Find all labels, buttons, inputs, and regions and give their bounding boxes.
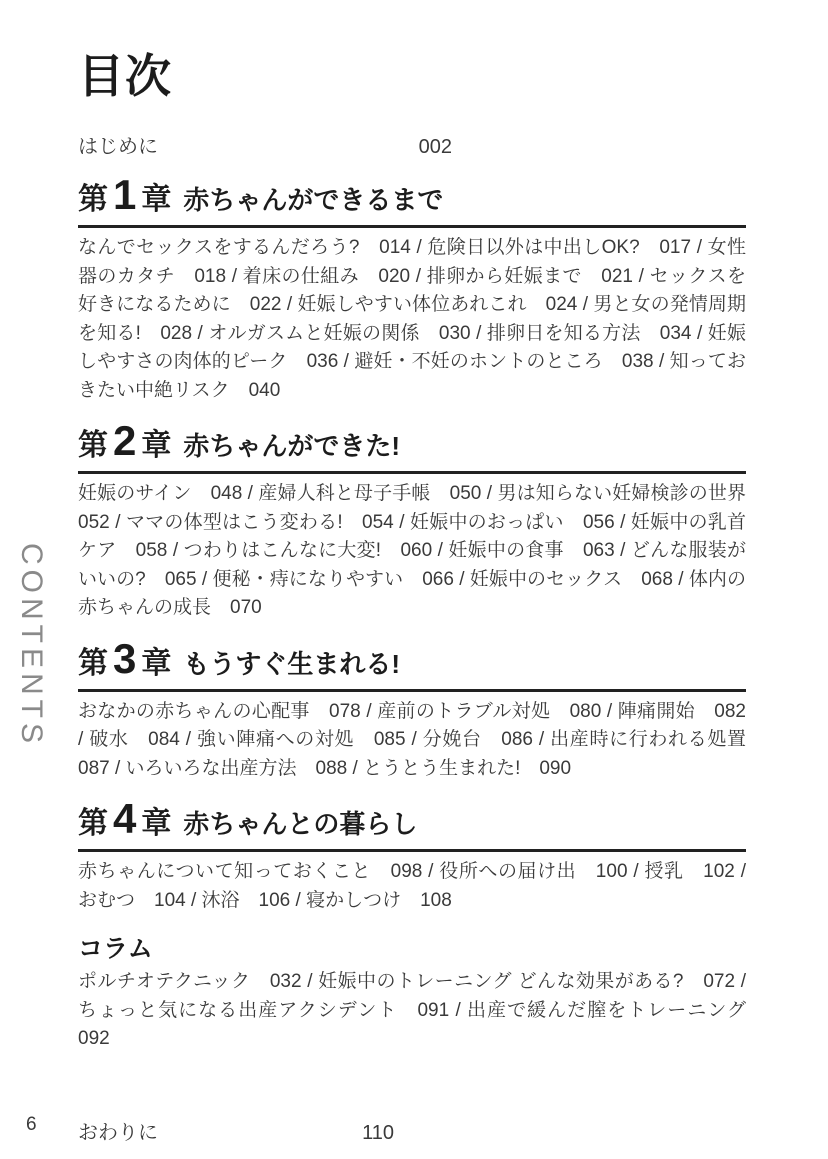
chapter-heading — [78, 171, 746, 228]
front-matter-page-number: 002 — [418, 136, 452, 159]
chapter-entries: 妊娠のサイン 048 / 産婦人科と母子手帳 050 / 男は知らない妊婦検診の世界 052 / ママの体型はこう変わる! 054 / 妊娠中のおっぱい 056 / 妊娠中の乳首ケア 058 / つわりはこんなに大変! 060 / 妊娠中の食事 063 / どんな服装がいいの? 065 / 便秘・痔になりやすい 066 / 妊娠中のセックス 068 / 体内の赤ちゃんの成長 070 — [78, 483, 766, 619]
chapter-heading — [78, 417, 746, 474]
chapters-container — [78, 171, 766, 915]
column-section — [78, 935, 766, 1054]
front-matter-label: はじめに — [78, 136, 158, 159]
column-entries: ポルチオテクニック 032 / 妊娠中のトレーニング どんな効果がある? 072 / ちょっと気になる出産アクシデント 091 / 出産で緩んだ膣をトレーニング 092 — [78, 971, 766, 1050]
chapter-number: 4 — [113, 795, 137, 843]
chapter-entries: 赤ちゃんについて知っておくこと 098 / 役所への届け出 100 / 授乳 102 / おむつ 104 / 沐浴 106 / 寝かしつけ 108 — [78, 861, 746, 911]
folio-page-number: 6 — [26, 1114, 37, 1135]
chapter-suffix: 章 — [141, 183, 172, 217]
chapter-number: 3 — [113, 634, 137, 682]
chapter-suffix: 章 — [141, 646, 172, 680]
chapter-entries: なんでセックスをするんだろう? 014 / 危険日以外は中出しOK? 017 / 女性器のカタチ 018 / 着床の仕組み 020 / 排卵から妊娠まで 021 / セックスを好きになるために 022 / 妊娠しやすい体位あれこれ 024 / 男と女の発情周期を知る! 028 / オルガスムと妊娠の関係 030 / 排卵日を知る方法 034 / 妊娠しやすさの肉体的ピーク 036 / 避妊・不妊のホントのところ 038 / 知っておきたい中絶リスク 040 — [78, 237, 746, 401]
chapter-title: 赤ちゃんができた! — [183, 431, 401, 462]
chapter-heading — [78, 634, 746, 692]
chapter-number: 2 — [113, 417, 137, 465]
chapter-section — [78, 171, 746, 405]
page-title: 目次 — [78, 50, 172, 102]
chapter-title: 赤ちゃんができるまで — [183, 185, 444, 216]
chapter-section — [78, 417, 766, 623]
column-heading: コラム — [78, 935, 153, 964]
back-matter-label: おわりに — [78, 1121, 158, 1144]
chapter-prefix: 第 — [78, 646, 108, 680]
chapter-prefix: 第 — [78, 183, 108, 217]
chapter-suffix: 章 — [141, 807, 172, 841]
chapter-number: 1 — [113, 171, 137, 219]
chapter-entries: おなかの赤ちゃんの心配事 078 / 産前のトラブル対処 080 / 陣痛開始 082 / 破水 084 / 強い陣痛への対処 085 / 分娩台 086 / 出産時に行われる処置 087 / いろいろな出産方法 088 / とうとう生まれた! 090 — [78, 700, 766, 779]
chapter-suffix: 章 — [141, 429, 172, 463]
chapter-heading — [78, 795, 746, 852]
chapter-title: 赤ちゃんとの暮らし — [183, 809, 418, 840]
chapter-section — [78, 634, 766, 784]
chapter-title: もうすぐ生まれる! — [183, 648, 401, 679]
front-matter-row — [78, 136, 452, 159]
back-matter-row — [78, 1122, 394, 1145]
chapter-prefix: 第 — [78, 429, 108, 463]
back-matter-page-number: 110 — [362, 1121, 394, 1144]
chapter-section — [78, 795, 746, 915]
chapter-prefix: 第 — [78, 807, 108, 841]
contents-side-label: CONTENTS — [15, 543, 48, 748]
toc-content — [78, 0, 766, 1145]
